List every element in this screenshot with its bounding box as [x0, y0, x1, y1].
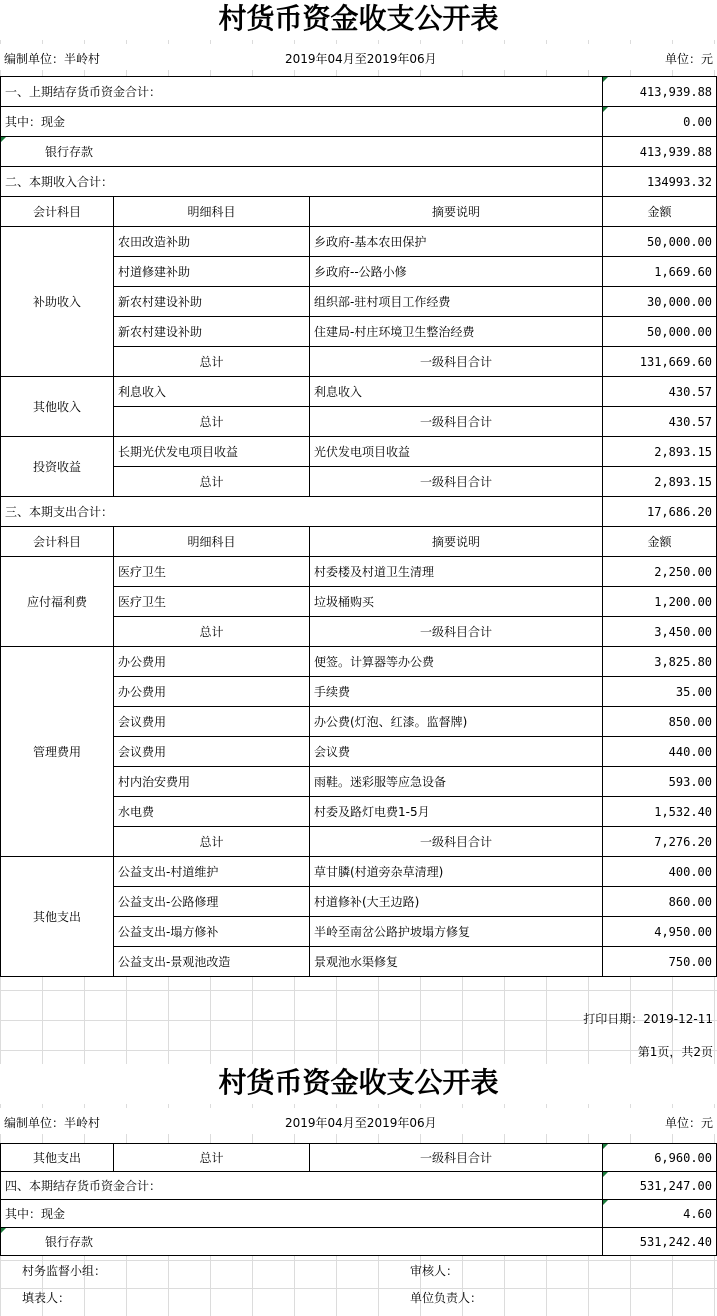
amount-cell: 2,893.15 — [603, 437, 717, 467]
summary-cell: 村委及路灯电费1-5月 — [310, 797, 603, 827]
summary-cell: 村委楼及村道卫生清理 — [310, 557, 603, 587]
header-account: 会计科目 — [1, 197, 114, 227]
subtotal-label: 总计 — [114, 617, 310, 647]
detail-cell: 办公费用 — [114, 677, 310, 707]
end-bank-row — [1, 1228, 717, 1256]
expense-total-row-label: 三、本期支出合计： — [1, 497, 603, 527]
account-cell: 其他支出 — [1, 857, 114, 977]
header-detail: 明细科目 — [114, 527, 310, 557]
income-expense-body — [1, 77, 717, 977]
period-label: 2019年04月至2019年06月 — [285, 52, 437, 66]
amount-cell: 6,960.00 — [603, 1144, 717, 1172]
unit-label-2: 编制单位：半岭村 — [4, 1116, 101, 1130]
amount-cell: 2,250.00 — [603, 557, 717, 587]
subtotal-label: 总计 — [114, 1144, 310, 1172]
unit-label: 编制单位：半岭村 — [4, 52, 101, 66]
report-meta-2 — [0, 1108, 717, 1134]
prev-balance-row — [1, 77, 717, 107]
currency-label-2: 单位：元 — [664, 1116, 713, 1130]
account-cell: 投资收益 — [1, 437, 114, 497]
prev-balance-row-value: 413,939.88 — [603, 77, 717, 107]
expense-total-row-value: 17,686.20 — [603, 497, 717, 527]
summary-cell: 利息收入 — [310, 377, 603, 407]
summary-cell: 组织部-驻村项目工作经费 — [310, 287, 603, 317]
detail-cell: 新农村建设补助 — [114, 287, 310, 317]
end-cash-row — [1, 1200, 717, 1228]
sign-preparer: 填表人： — [22, 1291, 71, 1305]
summary-cell: 景观池水渠修复 — [310, 947, 603, 977]
detail-cell: 医疗卫生 — [114, 587, 310, 617]
amount-cell: 593.00 — [603, 767, 717, 797]
summary-cell: 手续费 — [310, 677, 603, 707]
sign-head: 单位负责人： — [410, 1291, 483, 1305]
detail-cell: 利息收入 — [114, 377, 310, 407]
summary-cell: 乡政府--公路小修 — [310, 257, 603, 287]
subtotal-amount: 131,669.60 — [603, 347, 717, 377]
amount-cell: 1,200.00 — [603, 587, 717, 617]
detail-cell: 办公费用 — [114, 647, 310, 677]
amount-cell: 430.57 — [603, 377, 717, 407]
prev-balance-row-label: 一、上期结存货币资金合计： — [1, 77, 603, 107]
page-info: 第1页，共2页 — [637, 1045, 713, 1059]
summary-cell: 光伏发电项目收益 — [310, 437, 603, 467]
table-row — [1, 1144, 717, 1172]
header-account: 会计科目 — [1, 527, 114, 557]
amount-cell: 4,950.00 — [603, 917, 717, 947]
end-balance-label: 四、本期结存货币资金合计： — [1, 1172, 603, 1200]
amount-cell: 3,825.80 — [603, 647, 717, 677]
amount-cell: 1,669.60 — [603, 257, 717, 287]
report-meta — [0, 44, 717, 70]
amount-cell: 50,000.00 — [603, 227, 717, 257]
level1-label: 一级科目合计 — [310, 347, 603, 377]
subtotal-amount: 3,450.00 — [603, 617, 717, 647]
summary-cell: 会议费 — [310, 737, 603, 767]
prev-cash-row-label: 其中：现金 — [1, 107, 603, 137]
income-total-row-label: 二、本期收入合计： — [1, 167, 603, 197]
detail-cell: 会议费用 — [114, 737, 310, 767]
subtotal-amount: 7,276.20 — [603, 827, 717, 857]
amount-cell: 1,532.40 — [603, 797, 717, 827]
amount-cell: 860.00 — [603, 887, 717, 917]
detail-cell: 长期光伏发电项目收益 — [114, 437, 310, 467]
table-row — [1, 437, 717, 467]
end-bank-label: 银行存款 — [1, 1228, 603, 1256]
income-total-row-value: 134993.32 — [603, 167, 717, 197]
end-bank-value: 531,242.40 — [603, 1228, 717, 1256]
print-date: 打印日期：2019-12-11 — [583, 1012, 713, 1026]
column-header-row — [1, 527, 717, 557]
summary-cell: 半岭至南岔公路护坡塌方修复 — [310, 917, 603, 947]
account-cell: 补助收入 — [1, 227, 114, 377]
expense-total-row — [1, 497, 717, 527]
table-row — [1, 557, 717, 587]
account-cell: 其他支出 — [1, 1144, 114, 1172]
detail-cell: 公益支出-村道维护 — [114, 857, 310, 887]
subtotal-label: 总计 — [114, 827, 310, 857]
header-summary: 摘要说明 — [310, 197, 603, 227]
detail-cell: 水电费 — [114, 797, 310, 827]
summary-cell: 村道修补(大王边路) — [310, 887, 603, 917]
detail-cell: 村道修建补助 — [114, 257, 310, 287]
header-amount: 金额 — [603, 197, 717, 227]
level1-label: 一级科目合计 — [310, 467, 603, 497]
account-cell: 管理费用 — [1, 647, 114, 857]
period-label-2: 2019年04月至2019年06月 — [285, 1116, 437, 1130]
report-title-2: 村货币资金收支公开表 — [0, 1064, 717, 1104]
summary-cell: 垃圾桶购买 — [310, 587, 603, 617]
prev-cash-row — [1, 107, 717, 137]
income-total-row — [1, 167, 717, 197]
detail-cell: 新农村建设补助 — [114, 317, 310, 347]
end-balance-value: 531,247.00 — [603, 1172, 717, 1200]
level1-label: 一级科目合计 — [310, 827, 603, 857]
summary-cell: 草甘膦(村道旁杂草清理) — [310, 857, 603, 887]
detail-cell: 会议费用 — [114, 707, 310, 737]
sign-reviewer: 审核人： — [410, 1264, 459, 1278]
header-detail: 明细科目 — [114, 197, 310, 227]
detail-cell: 公益支出-塌方修补 — [114, 917, 310, 947]
table-row — [1, 647, 717, 677]
level1-label: 一级科目合计 — [310, 617, 603, 647]
account-cell: 其他收入 — [1, 377, 114, 437]
amount-cell: 750.00 — [603, 947, 717, 977]
page-2 — [0, 1064, 717, 1316]
detail-cell: 医疗卫生 — [114, 557, 310, 587]
summary-cell: 住建局-村庄环境卫生整治经费 — [310, 317, 603, 347]
prev-bank-row — [1, 137, 717, 167]
subtotal-amount: 430.57 — [603, 407, 717, 437]
prev-bank-row-label: 银行存款 — [1, 137, 603, 167]
header-summary: 摘要说明 — [310, 527, 603, 557]
table-row — [1, 377, 717, 407]
detail-cell: 农田改造补助 — [114, 227, 310, 257]
account-cell: 应付福利费 — [1, 557, 114, 647]
summary-cell: 便签。计算器等办公费 — [310, 647, 603, 677]
summary-cell: 乡政府-基本农田保护 — [310, 227, 603, 257]
income-expense-table — [0, 76, 717, 977]
subtotal-label: 总计 — [114, 407, 310, 437]
summary-cell: 办公费(灯泡、红漆。监督牌) — [310, 707, 603, 737]
detail-cell: 公益支出-景观池改造 — [114, 947, 310, 977]
end-balance-row — [1, 1172, 717, 1200]
level1-label: 一级科目合计 — [310, 407, 603, 437]
amount-cell: 35.00 — [603, 677, 717, 707]
table-row — [1, 857, 717, 887]
amount-cell: 30,000.00 — [603, 287, 717, 317]
detail-cell: 村内治安费用 — [114, 767, 310, 797]
header-amount: 金额 — [603, 527, 717, 557]
closing-table — [0, 1143, 717, 1256]
subtotal-amount: 2,893.15 — [603, 467, 717, 497]
subtotal-label: 总计 — [114, 347, 310, 377]
detail-cell: 公益支出-公路修理 — [114, 887, 310, 917]
subtotal-label: 总计 — [114, 467, 310, 497]
prev-cash-row-value: 0.00 — [603, 107, 717, 137]
summary-cell: 雨鞋。迷彩服等应急设备 — [310, 767, 603, 797]
report-title: 村货币资金收支公开表 — [0, 0, 717, 40]
amount-cell: 50,000.00 — [603, 317, 717, 347]
table-row — [1, 227, 717, 257]
sign-supervise: 村务监督小组： — [22, 1264, 107, 1278]
level1-label: 一级科目合计 — [310, 1144, 603, 1172]
column-header-row — [1, 197, 717, 227]
end-cash-value: 4.60 — [603, 1200, 717, 1228]
amount-cell: 850.00 — [603, 707, 717, 737]
currency-label: 单位：元 — [664, 52, 713, 66]
end-cash-label: 其中：现金 — [1, 1200, 603, 1228]
amount-cell: 440.00 — [603, 737, 717, 767]
prev-bank-row-value: 413,939.88 — [603, 137, 717, 167]
amount-cell: 400.00 — [603, 857, 717, 887]
